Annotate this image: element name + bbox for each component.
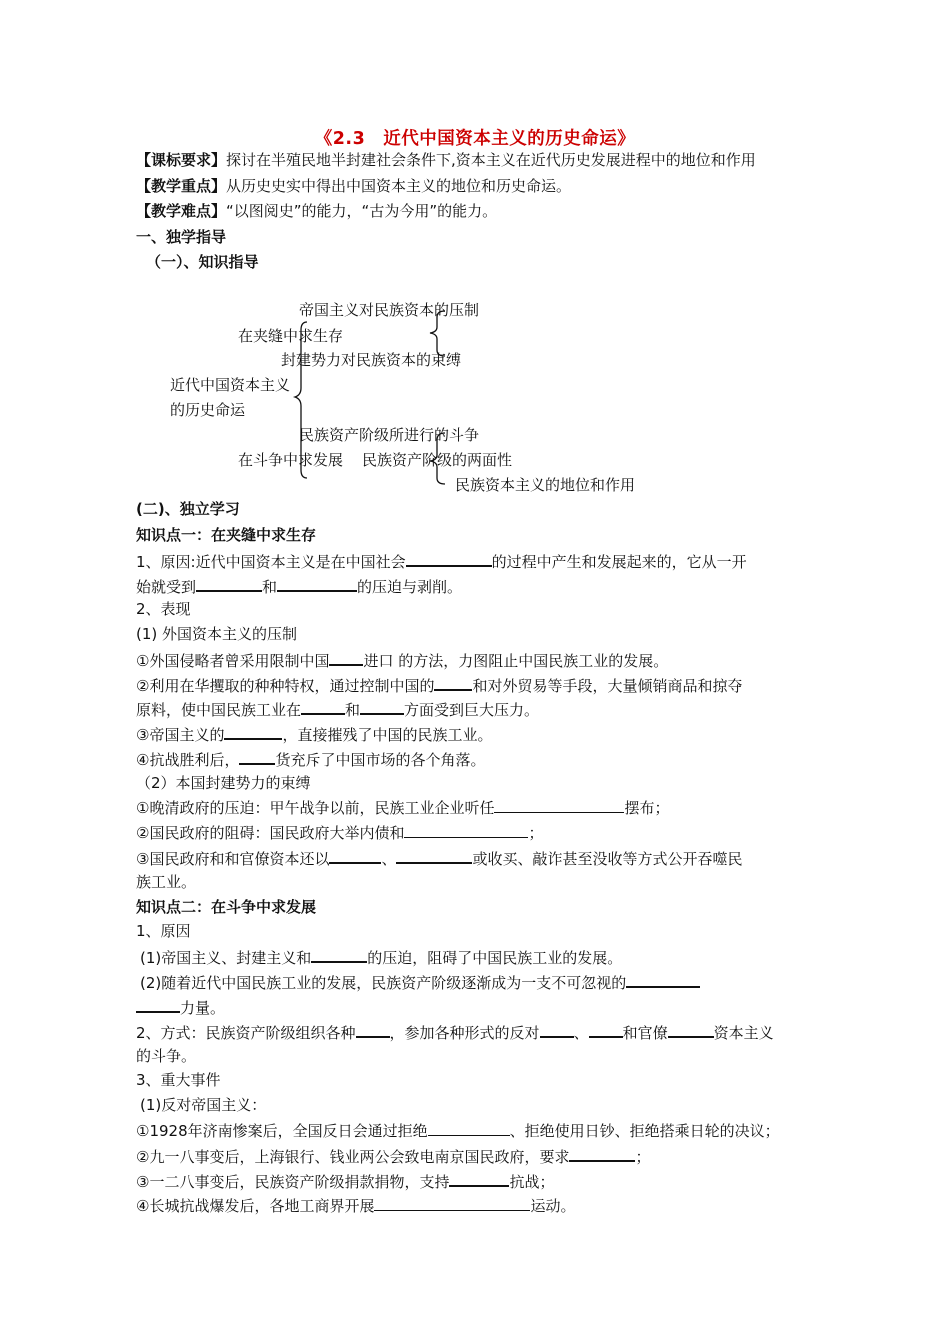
section2-heading: (二)、独立学习 [136,500,240,518]
text-segment: 运动。 [530,1197,576,1215]
fill-blank[interactable] [196,575,262,592]
text-segment: 货充斥了中国市场的各个角落。 [275,751,486,769]
fill-blank[interactable] [540,1021,574,1038]
text-segment: 和官僚 [622,1024,668,1042]
kp1-line [136,847,742,869]
text-segment: ④抗战胜利后， [136,751,240,769]
text-segment: ； [635,1148,651,1166]
text-segment: (2)随着近代中国民族工业的发展，民族资产阶级逐渐成为一支不可忽视的 [140,974,627,992]
kp1-line [136,822,543,843]
kp2-line: 3、重大事件 [136,1071,221,1089]
text-segment: ②利用在华攫取的种种特权，通过控制中国的 [136,677,435,695]
diagram-root-line1: 近代中国资本主义 [170,376,291,394]
fill-blank[interactable] [668,1021,714,1038]
fill-blank[interactable] [589,1021,623,1038]
kp1-line [136,723,492,745]
fill-blank[interactable] [404,822,528,838]
kp2-line [136,1195,575,1216]
text-segment: ； [528,824,544,842]
kp1-line [136,698,539,720]
text-segment: ①晚清政府的压迫：甲午战争以前，民族工业企业听任 [136,799,495,817]
fill-blank[interactable] [311,946,367,963]
text-segment: 的过程中产生和发展起来的，它从一开 [491,553,747,571]
fill-blank[interactable] [136,996,180,1013]
zhongdian-text: 从历史史实中得出中国资本主义的地位和历史命运。 [226,177,572,195]
section1-subheading: （一）、知识指导 [146,253,259,271]
text-segment: 始就受到 [136,578,197,596]
text-segment: ③国民政府和和官僚资本还以 [136,850,330,868]
kp2-line: 的斗争。 [136,1047,197,1065]
fill-blank[interactable] [301,698,345,715]
nandian-text: “以图阅史”的能力，“古为今用”的能力。 [226,202,498,220]
text-segment: ③一二八事变后，民族资产阶级捐款捐物，支持 [136,1173,450,1191]
text-segment: 和 [262,578,278,596]
kp1-line: 2、表现 [136,600,191,618]
text-segment: ④长城抗战爆发后，各地工商界开展 [136,1197,375,1215]
text-segment: 的压迫与剥削。 [357,578,463,596]
kp2-line: 1、原因 [136,922,191,940]
fill-blank[interactable] [239,748,275,765]
kp1-line [136,575,462,597]
kp2-line [136,1021,774,1043]
text-segment: 和对外贸易等手段，大量倾销商品和掠夺 [472,677,743,695]
diagram-branch-struggle: 在斗争中求发展 [238,451,344,469]
text-segment: 、拒绝使用日钞、拒绝搭乘日轮的决议； [509,1122,780,1140]
fill-blank[interactable] [434,674,472,691]
fill-blank[interactable] [356,1021,390,1038]
diagram-item-struggle: 民族资产阶级所进行的斗争 [299,426,480,444]
kp2-line [136,1120,780,1141]
text-segment: 方面受到巨大压力。 [404,701,540,719]
kp2-line [136,1170,554,1192]
diagram-item-feudal: 封建势力对民族资本的束缚 [281,351,462,369]
kp1-line: 族工业。 [136,873,197,891]
kebiao-text: 探讨在半殖民地半封建社会条件下,资本主义在近代历史发展进程中的地位和作用 [226,151,756,169]
fill-blank[interactable] [360,698,404,715]
fill-blank[interactable] [329,649,363,666]
fill-blank[interactable] [569,1145,635,1162]
diagram-root-line2: 的历史命运 [170,401,246,419]
kp1-line: （2）本国封建势力的束缚 [136,774,311,792]
kp2-heading: 知识点二：在斗争中求发展 [136,898,317,916]
text-segment: ②国民政府的阻碍：国民政府大举内债和 [136,824,405,842]
diagram-item-duality: 民族资产阶级的两面性 [362,451,513,469]
text-segment: 资本主义 [713,1024,774,1042]
nandian-label: 【教学难点】 [136,202,227,220]
text-segment: 1、原因:近代中国资本主义是在中国社会 [136,553,406,571]
fill-blank[interactable] [428,1120,510,1136]
kp1-line [136,550,747,572]
text-segment: 和 [345,701,361,719]
kp2-line [140,946,622,968]
section1-heading: 一、独学指导 [136,228,227,246]
text-segment: 摆布； [624,799,670,817]
text-segment: ②九一八事变后，上海银行、钱业两公会致电南京国民政府，要求 [136,1148,570,1166]
fill-blank[interactable] [277,575,357,592]
text-segment: 力量。 [180,999,226,1017]
fill-blank[interactable] [396,847,472,864]
text-segment: 的压迫，阻碍了中国民族工业的发展。 [367,949,623,967]
fill-blank[interactable] [494,797,624,813]
kp1-heading: 知识点一：在夹缝中求生存 [136,526,317,544]
kebiao-label: 【课标要求】 [136,151,227,169]
text-segment: 抗战； [509,1173,555,1191]
zhongdian-label: 【教学重点】 [136,177,227,195]
text-segment: (1)帝国主义、封建主义和 [140,949,312,967]
kp1-line [136,748,485,770]
text-segment: 原料，使中国民族工业在 [136,701,302,719]
text-segment: 2、方式：民族资产阶级组织各种 [136,1024,356,1042]
fill-blank[interactable] [374,1195,530,1211]
text-segment: ①1928年济南惨案后，全国反日会通过拒绝 [136,1122,428,1140]
fill-blank[interactable] [626,971,700,988]
text-segment: 、 [573,1024,589,1042]
text-segment: ，参加各种形式的反对 [389,1024,540,1042]
fill-blank[interactable] [329,847,381,864]
diagram-branch-survival: 在夹缝中求生存 [238,327,344,345]
diagram-item-imperialism: 帝国主义对民族资本的压制 [299,301,480,319]
diagram-item-status: 民族资本主义的地位和作用 [455,476,636,494]
text-segment: 进口 的方法，力图阻止中国民族工业的发展。 [363,652,669,670]
text-segment: 、 [381,850,397,868]
kp2-line [136,996,225,1018]
fill-blank[interactable] [406,550,492,567]
fill-blank[interactable] [224,723,282,740]
kp2-line [140,971,700,993]
kp1-line [136,797,669,818]
kp1-line: (1) 外国资本主义的压制 [136,625,298,643]
page-title: 《2.3 近代中国资本主义的历史命运》 [314,129,636,149]
kp2-line: (1)反对帝国主义： [140,1096,267,1114]
fill-blank[interactable] [449,1170,509,1187]
text-segment: ，直接摧残了中国的民族工业。 [282,726,493,744]
kp1-line [136,649,668,671]
text-segment: 或收买、敲诈甚至没收等方式公开吞噬民 [472,850,743,868]
text-segment: ③帝国主义的 [136,726,225,744]
kp1-line [136,674,742,696]
kp2-line [136,1145,650,1167]
text-segment: ①外国侵略者曾采用限制中国 [136,652,330,670]
